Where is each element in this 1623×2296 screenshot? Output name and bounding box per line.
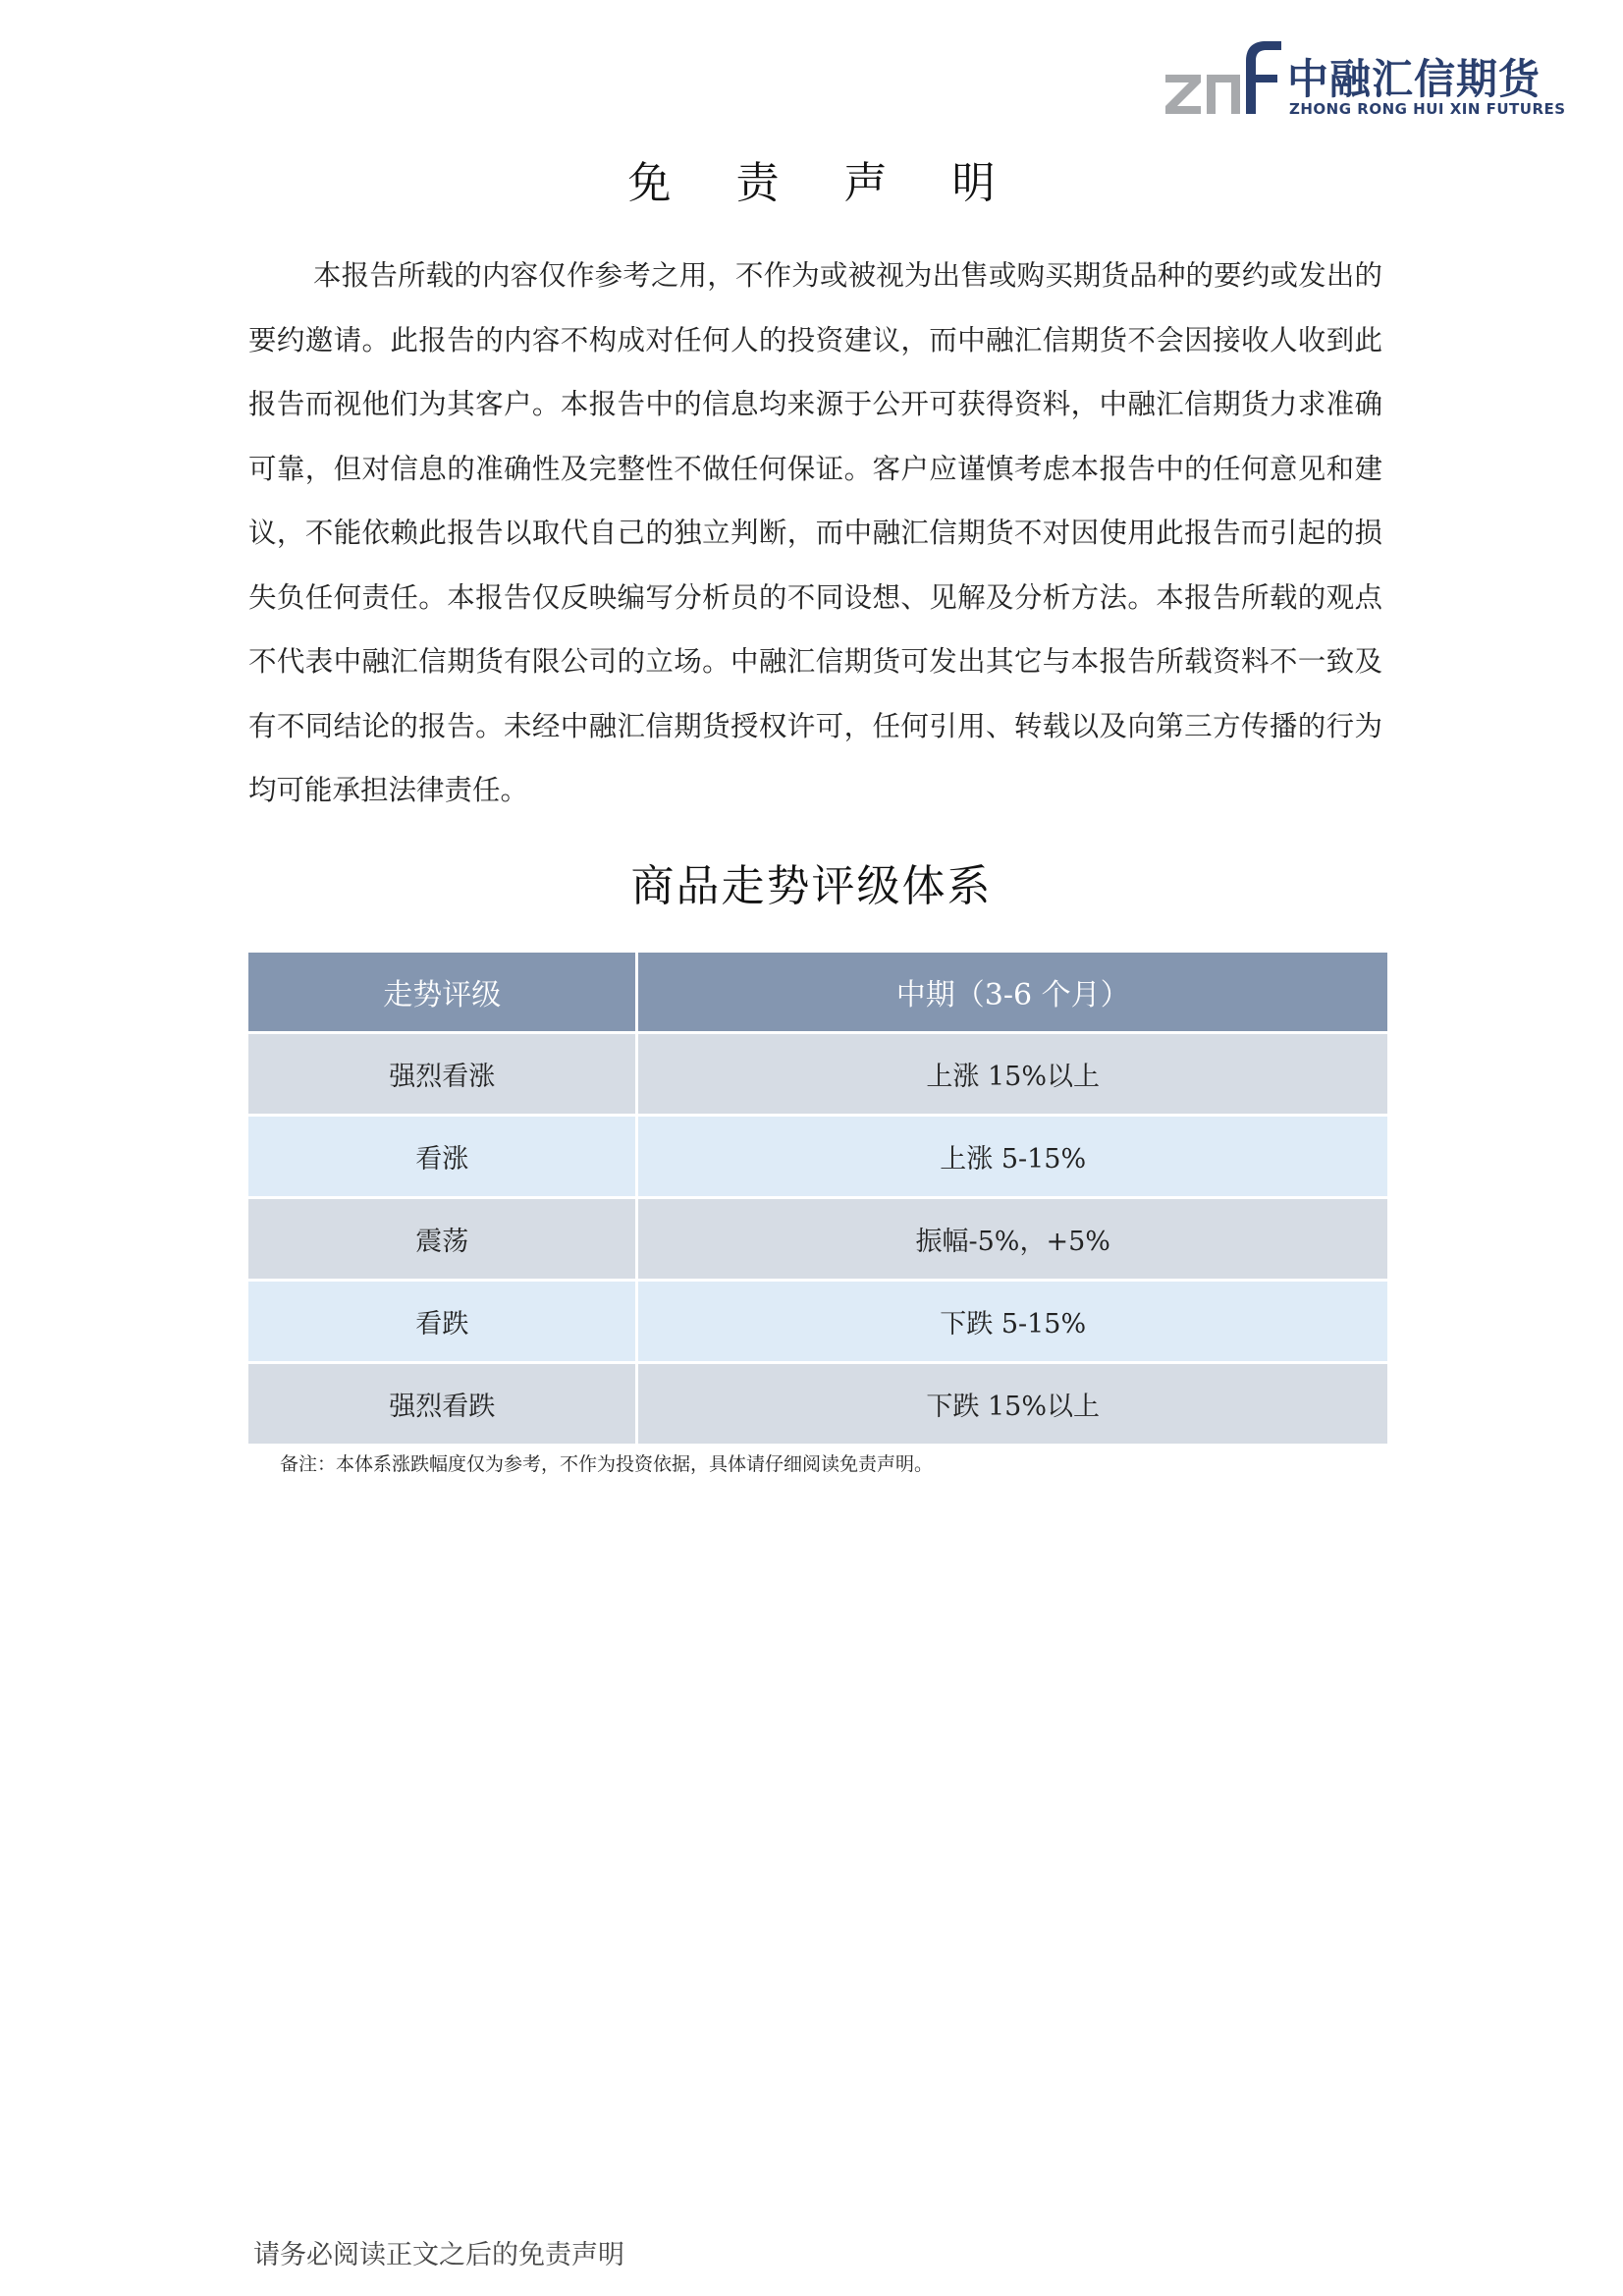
table-row [248,1034,1387,1117]
table-header-row [248,953,1387,1034]
range-cell: 下跌 5-15% [638,1282,1387,1364]
range-cell: 上涨 15%以上 [638,1034,1387,1117]
range-cell: 下跌 15%以上 [638,1364,1387,1447]
rating-system-title: 商品走势评级体系 [630,861,993,911]
disclaimer-body: 本报告所载的内容仅作参考之用，不作为或被视为出售或购买期货品种的要约或发出的要约邀请。此报告的内容不构成对任何人的投资建议，而中融汇信期货不会因接收人收到此报告而视他们为其客户。本报告中的信息均来源于公开可获得资料，中融汇信期货力求准确可靠，但对信息的准确性及完整性不做任何保证。客户应谨慎考虑本报告中的任何意见和建议，不能依赖此报告以取代自己的独立判断，而中融汇信期货不对因使用此报告而引起的损失负任何责任。本报告仅反映编写分析员的不同设想、见解及分析方法。本报告所载的观点不代表中融汇信期货有限公司的立场。中融汇信期货可发出其它与本报告所载资料不一致及有不同结论的报告。未经中融汇信期货授权许可，任何引用、转载以及向第三方传播的行为均可能承担法律责任。 [248,259,1382,806]
column-header-midterm: 中期（3-6 个月） [638,953,1387,1034]
table-row [248,1199,1387,1282]
disclaimer-title: 免 责 声 明 [627,158,1021,208]
logo-name-en: ZHONG RONG HUI XIN FUTURES [1289,100,1566,118]
range-cell: 上涨 5-15% [638,1117,1387,1199]
table-note: 备注：本体系涨跌幅度仅为参考，不作为投资依据，具体请仔细阅读免责声明。 [280,1453,934,1475]
logo-name-cn: 中融汇信期货 [1287,55,1542,103]
rating-cell: 震荡 [248,1199,638,1282]
znf-logo-mark [1162,37,1284,126]
table-row [248,1117,1387,1199]
rating-cell: 强烈看跌 [248,1364,638,1447]
company-logo [1162,37,1566,126]
range-cell: 振幅-5%，+5% [638,1199,1387,1282]
rating-cell: 看跌 [248,1282,638,1364]
rating-table [248,953,1387,1447]
page-footer: 请务必阅读正文之后的免责声明 [253,2240,624,2270]
table-row [248,1364,1387,1447]
table-row [248,1282,1387,1364]
column-header-rating: 走势评级 [248,953,638,1034]
rating-cell: 强烈看涨 [248,1034,638,1117]
rating-cell: 看涨 [248,1117,638,1199]
